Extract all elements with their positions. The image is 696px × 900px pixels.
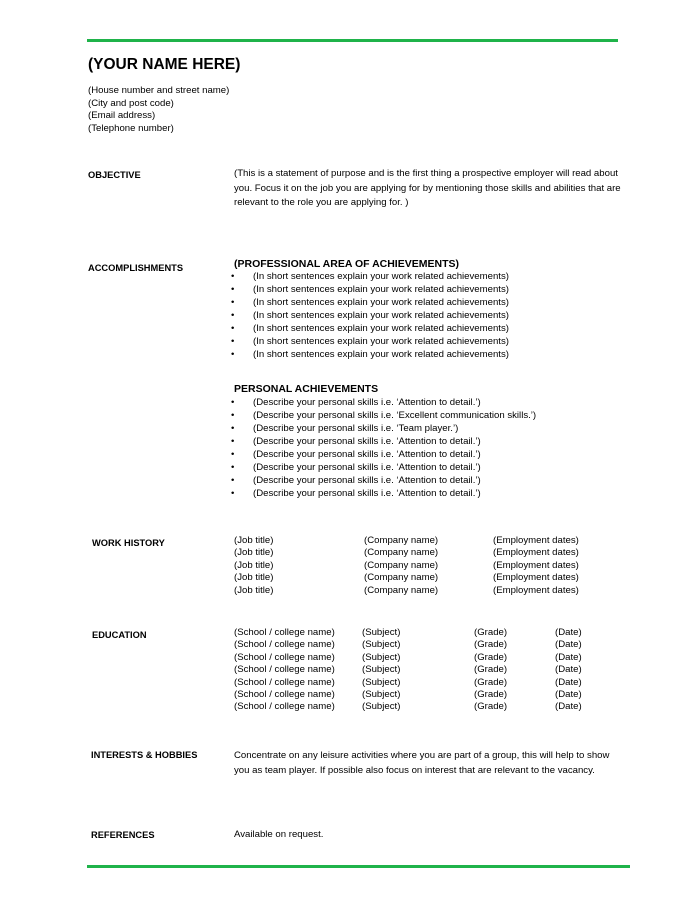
- dates-cell: (Employment dates): [493, 584, 579, 596]
- list-item-text: (Describe your personal skills i.e. ‘Attention to detail.’): [253, 448, 481, 460]
- list-item-text: (Describe your personal skills i.e. ‘Attention to detail.’): [253, 397, 481, 408]
- date-cell: (Date): [555, 676, 582, 688]
- table-row: [234, 560, 594, 572]
- list-item-text: (Describe your personal skills i.e. ‘Attention to detail.’): [253, 461, 481, 473]
- top-divider: [87, 39, 618, 42]
- bullet: •: [231, 474, 235, 486]
- interests-label: INTERESTS & HOBBIES: [91, 750, 198, 760]
- list-item: [231, 397, 536, 410]
- table-row: [234, 664, 594, 676]
- list-item-text: (In short sentences explain your work related achievements): [253, 309, 509, 321]
- references-text: Available on request.: [234, 829, 324, 840]
- grade-cell: (Grade): [474, 664, 508, 676]
- grade-cell: (Grade): [474, 651, 508, 663]
- contact-block: [88, 85, 229, 135]
- table-row: [234, 627, 594, 639]
- table-row: [234, 572, 594, 584]
- bullet: •: [231, 461, 235, 473]
- list-item-text: (Describe your personal skills i.e. ‘Team player.’): [253, 422, 459, 434]
- bullet: •: [231, 448, 235, 460]
- subject-cell: (Subject): [362, 676, 401, 688]
- school-cell: (School / college name): [234, 651, 335, 663]
- objective-line: you. Focus it on the job you are applying for by mentioning those skills and abilities that are: [234, 182, 621, 194]
- bullet: •: [231, 397, 235, 408]
- city-line: (City and post code): [88, 97, 174, 109]
- subject-cell: (Subject): [362, 688, 401, 700]
- list-item: [231, 336, 509, 349]
- grade-cell: (Grade): [474, 627, 508, 638]
- objective-label: OBJECTIVE: [88, 170, 141, 180]
- education-table: [234, 627, 594, 714]
- interests-text: [234, 749, 609, 778]
- date-cell: (Date): [555, 651, 582, 663]
- professional-list: [231, 271, 509, 362]
- dates-cell: (Employment dates): [493, 535, 579, 546]
- references-label: REFERENCES: [91, 830, 155, 840]
- bullet: •: [231, 435, 235, 447]
- bottom-divider: [87, 865, 630, 868]
- dates-cell: (Employment dates): [493, 572, 579, 584]
- company-cell: (Company name): [364, 535, 439, 546]
- table-row: [234, 639, 594, 651]
- list-item: [231, 323, 509, 336]
- list-item: [231, 271, 509, 284]
- address-line: (House number and street name): [88, 85, 230, 96]
- bullet: •: [231, 296, 235, 308]
- school-cell: (School / college name): [234, 676, 335, 688]
- list-item-text: (Describe your personal skills i.e. ‘Attention to detail.’): [253, 435, 481, 447]
- company-cell: (Company name): [364, 547, 439, 559]
- list-item-text: (In short sentences explain your work related achievements): [253, 271, 509, 282]
- school-cell: (School / college name): [234, 627, 335, 638]
- bullet: •: [231, 283, 235, 295]
- bullet: •: [231, 348, 235, 360]
- job-title-cell: (Job title): [234, 584, 274, 596]
- subject-cell: (Subject): [362, 701, 401, 713]
- dates-cell: (Employment dates): [493, 559, 579, 571]
- company-cell: (Company name): [364, 572, 439, 584]
- list-item: [231, 475, 536, 488]
- interests-line: you as team player. If possible also focus on interest that are relevant to the vacancy.: [234, 764, 595, 776]
- accomplishments-label: ACCOMPLISHMENTS: [88, 263, 184, 273]
- dates-cell: (Employment dates): [493, 547, 579, 559]
- table-row: [234, 677, 594, 689]
- list-item-text: (In short sentences explain your work related achievements): [253, 348, 509, 360]
- list-item-text: (In short sentences explain your work related achievements): [253, 283, 509, 295]
- objective-line: relevant to the role you are applying for. ): [234, 197, 409, 208]
- work-history-table: [234, 535, 594, 597]
- subject-cell: (Subject): [362, 651, 401, 663]
- personal-heading: PERSONAL ACHIEVEMENTS: [234, 383, 379, 395]
- phone-line: (Telephone number): [88, 122, 174, 134]
- date-cell: (Date): [555, 688, 582, 700]
- school-cell: (School / college name): [234, 701, 335, 713]
- education-label: EDUCATION: [92, 630, 147, 640]
- date-cell: (Date): [555, 664, 582, 676]
- table-row: [234, 689, 594, 701]
- list-item: [231, 423, 536, 436]
- grade-cell: (Grade): [474, 701, 508, 713]
- job-title-cell: (Job title): [234, 559, 274, 571]
- school-cell: (School / college name): [234, 688, 335, 700]
- grade-cell: (Grade): [474, 688, 508, 700]
- table-row: [234, 701, 594, 713]
- list-item-text: (Describe your personal skills i.e. ‘Attention to detail.’): [253, 487, 481, 499]
- date-cell: (Date): [555, 627, 582, 638]
- table-row: [234, 652, 594, 664]
- bullet: •: [231, 322, 235, 334]
- objective-line: (This is a statement of purpose and is the first thing a prospective employer will read about: [234, 168, 618, 179]
- date-cell: (Date): [555, 701, 582, 713]
- bullet: •: [231, 422, 235, 434]
- date-cell: (Date): [555, 639, 582, 651]
- table-row: [234, 585, 594, 597]
- personal-list: [231, 397, 536, 501]
- list-item-text: (Describe your personal skills i.e. ‘Excellent communication skills.’): [253, 409, 537, 421]
- subject-cell: (Subject): [362, 664, 401, 676]
- candidate-name: (YOUR NAME HERE): [88, 56, 241, 73]
- list-item: [231, 284, 509, 297]
- job-title-cell: (Job title): [234, 572, 274, 584]
- list-item: [231, 462, 536, 475]
- job-title-cell: (Job title): [234, 547, 274, 559]
- subject-cell: (Subject): [362, 639, 401, 651]
- list-item: [231, 410, 536, 423]
- bullet: •: [231, 309, 235, 321]
- list-item: [231, 349, 509, 362]
- bullet: •: [231, 487, 235, 499]
- bullet: •: [231, 335, 235, 347]
- table-row: [234, 535, 594, 547]
- bullet: •: [231, 271, 235, 282]
- list-item-text: (In short sentences explain your work related achievements): [253, 335, 509, 347]
- interests-line: Concentrate on any leisure activities where you are part of a group, this will help to show: [234, 750, 610, 761]
- list-item-text: (In short sentences explain your work related achievements): [253, 296, 509, 308]
- objective-text: [234, 167, 621, 211]
- list-item: [231, 436, 536, 449]
- list-item-text: (In short sentences explain your work related achievements): [253, 322, 509, 334]
- job-title-cell: (Job title): [234, 535, 274, 546]
- list-item: [231, 297, 509, 310]
- company-cell: (Company name): [364, 584, 439, 596]
- grade-cell: (Grade): [474, 639, 508, 651]
- list-item: [231, 449, 536, 462]
- grade-cell: (Grade): [474, 676, 508, 688]
- professional-heading: (PROFESSIONAL AREA OF ACHIEVEMENTS): [234, 258, 459, 270]
- school-cell: (School / college name): [234, 664, 335, 676]
- bullet: •: [231, 409, 235, 421]
- list-item: [231, 310, 509, 323]
- email-line: (Email address): [88, 110, 156, 122]
- list-item-text: (Describe your personal skills i.e. ‘Attention to detail.’): [253, 474, 481, 486]
- list-item: [231, 488, 536, 501]
- table-row: [234, 547, 594, 559]
- work-history-label: WORK HISTORY: [92, 538, 165, 548]
- subject-cell: (Subject): [362, 627, 401, 638]
- school-cell: (School / college name): [234, 639, 335, 651]
- company-cell: (Company name): [364, 559, 439, 571]
